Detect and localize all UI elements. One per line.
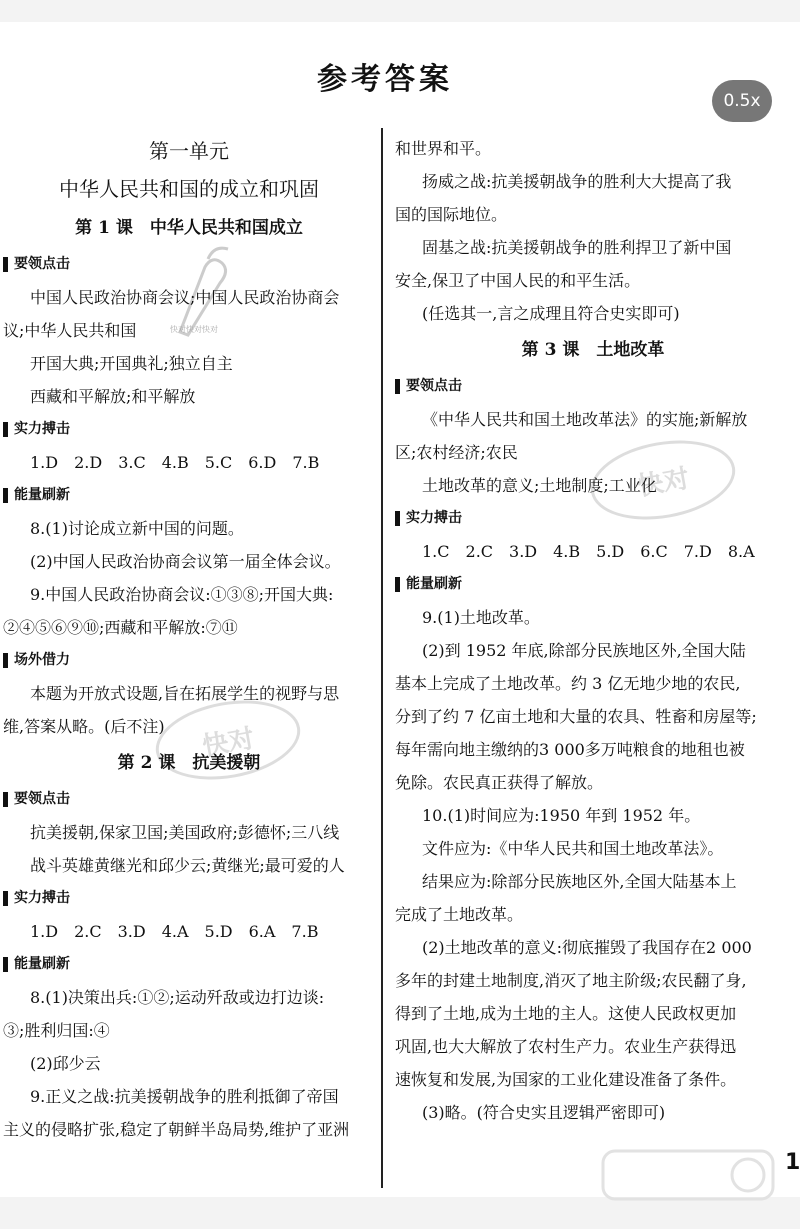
section-label: 实力搏击 [0, 882, 378, 915]
section-label: 能量刷新 [0, 479, 378, 512]
section-label: 能量刷新 [392, 568, 794, 601]
answer-line: 固基之战:抗美援朝战争的胜利捍卫了新中国 [422, 238, 732, 257]
answer-line: 9.正义之战:抗美援朝战争的胜利抵御了帝国 [30, 1087, 339, 1106]
answer-line: 完成了土地改革。 [395, 905, 524, 924]
section-label: 能量刷新 [0, 948, 378, 981]
answer-line: 抗美援朝,保家卫国;美国政府;彭德怀;三八线 [30, 823, 340, 842]
answer-line: 8.(1)讨论成立新中国的问题。 [30, 519, 244, 538]
answer-line: 巩固,也大大解放了农村生产力。农业生产获得迅 [395, 1037, 737, 1056]
answer-line: 土地改革的意义;土地制度;工业化 [422, 476, 657, 495]
page-title: 参考答案 [317, 62, 453, 97]
answer-line: 本题为开放式设题,旨在拓展学生的视野与思 [30, 684, 340, 703]
answer-line: (任选其一,言之成理且符合史实即可) [422, 304, 680, 323]
answer-line: 得到了土地,成为土地的主人。这使人民政权更加 [395, 1004, 737, 1023]
answer-line: 多年的封建土地制度,消灭了地主阶级;农民翻了身, [395, 971, 747, 990]
answer-line: 10.(1)时间应为:1950 年到 1952 年。 [422, 806, 701, 825]
section-label: 实力搏击 [392, 502, 794, 535]
answer-line: 每年需向地主缴纳的3 000多万吨粮食的地租也被 [395, 740, 745, 759]
answer-line: 文件应为:《中华人民共和国土地改革法》。 [422, 839, 724, 858]
answer-line: 9.(1)土地改革。 [422, 608, 540, 627]
answer-line: (3)略。(符合史实且逻辑严密即可) [422, 1103, 666, 1122]
answer-line: 9.中国人民政治协商会议:①③⑧;开国大典: [30, 585, 334, 604]
answer-line: 分到了约 7 亿亩土地和大量的农具、牲畜和房屋等; [395, 707, 757, 726]
section-label: 要领点击 [392, 370, 794, 403]
answer-line: (2)土地改革的意义:彻底摧毁了我国存在2 000 [422, 938, 752, 957]
unit-heading: 第一单元 [149, 139, 229, 163]
unit-heading: 中华人民共和国的成立和巩固 [59, 177, 319, 201]
answer-line: 开国大典;开国典礼;独立自主 [30, 354, 233, 373]
answer-line: 区;农村经济;农民 [395, 443, 518, 462]
kuaidui-watermark-text: 快对 [200, 723, 257, 762]
answer-line: 基本上完成了土地改革。约 3 亿无地少地的农民, [395, 674, 741, 693]
answer-line: 1.D 2.C 3.D 4.A 5.D 6.A 7.B [30, 922, 319, 941]
answer-line: 维,答案从略。(后不注) [3, 717, 165, 736]
page-number: 1 [785, 1150, 800, 1175]
answer-line: (2)邱少云 [30, 1054, 101, 1073]
lesson-heading: 第 1 课 中华人民共和国成立 [75, 218, 303, 238]
section-label: 要领点击 [0, 783, 378, 816]
answer-line: 西藏和平解放;和平解放 [30, 387, 196, 406]
answer-line: 免除。农民真正获得了解放。 [395, 773, 604, 792]
answer-line: ③;胜利归国:④ [3, 1021, 110, 1040]
answer-line: 国的国际地位。 [395, 205, 508, 224]
answer-line: 速恢复和发展,为国家的工业化建设准备了条件。 [395, 1070, 737, 1089]
kuaidui-watermark-text: 快对 [635, 463, 692, 502]
answer-line: 议;中华人民共和国 [3, 321, 137, 340]
right-column [392, 132, 794, 1129]
answer-line: 1.D 2.D 3.C 4.B 5.C 6.D 7.B [30, 453, 320, 472]
section-label: 实力搏击 [0, 413, 378, 446]
answer-line: ②④⑤⑥⑨⑩;西藏和平解放:⑦⑪ [3, 618, 238, 637]
lesson-heading: 第 3 课 土地改革 [521, 340, 665, 360]
answer-line: 和世界和平。 [395, 139, 492, 158]
answer-line: 1.C 2.C 3.D 4.B 5.D 6.C 7.D 8.A [422, 542, 755, 561]
answer-line: 扬威之战:抗美援朝战争的胜利大大提高了我 [422, 172, 732, 191]
answer-line: 《中华人民共和国土地改革法》的实施;新解放 [422, 410, 748, 429]
zoom-level-badge[interactable]: 0.5x [712, 80, 772, 122]
logo-caption: 快对快对快对 [170, 325, 218, 334]
answer-line: 中国人民政治协商会议;中国人民政治协商会 [30, 288, 340, 307]
answer-line: (2)中国人民政治协商会议第一届全体会议。 [30, 552, 341, 571]
lesson-heading: 第 2 课 抗美援朝 [117, 753, 261, 773]
answer-line: (2)到 1952 年底,除部分民族地区外,全国大陆 [422, 641, 746, 660]
section-label: 场外借力 [0, 644, 378, 677]
column-divider [381, 128, 383, 1188]
answer-line: 战斗英雄黄继光和邱少云;黄继光;最可爱的人 [30, 856, 345, 875]
section-label: 要领点击 [0, 248, 378, 281]
answer-line: 结果应为:除部分民族地区外,全国大陆基本上 [422, 872, 737, 891]
answer-line: 安全,保卫了中国人民的和平生活。 [395, 271, 641, 290]
site-watermark-icon [598, 1145, 788, 1205]
answer-page [0, 22, 800, 1197]
left-column [0, 132, 378, 1146]
answer-line: 8.(1)决策出兵:①②;运动歼敌或边打边谈: [30, 988, 325, 1007]
answer-line: 主义的侵略扩张,稳定了朝鲜半岛局势,维护了亚洲 [3, 1120, 350, 1139]
